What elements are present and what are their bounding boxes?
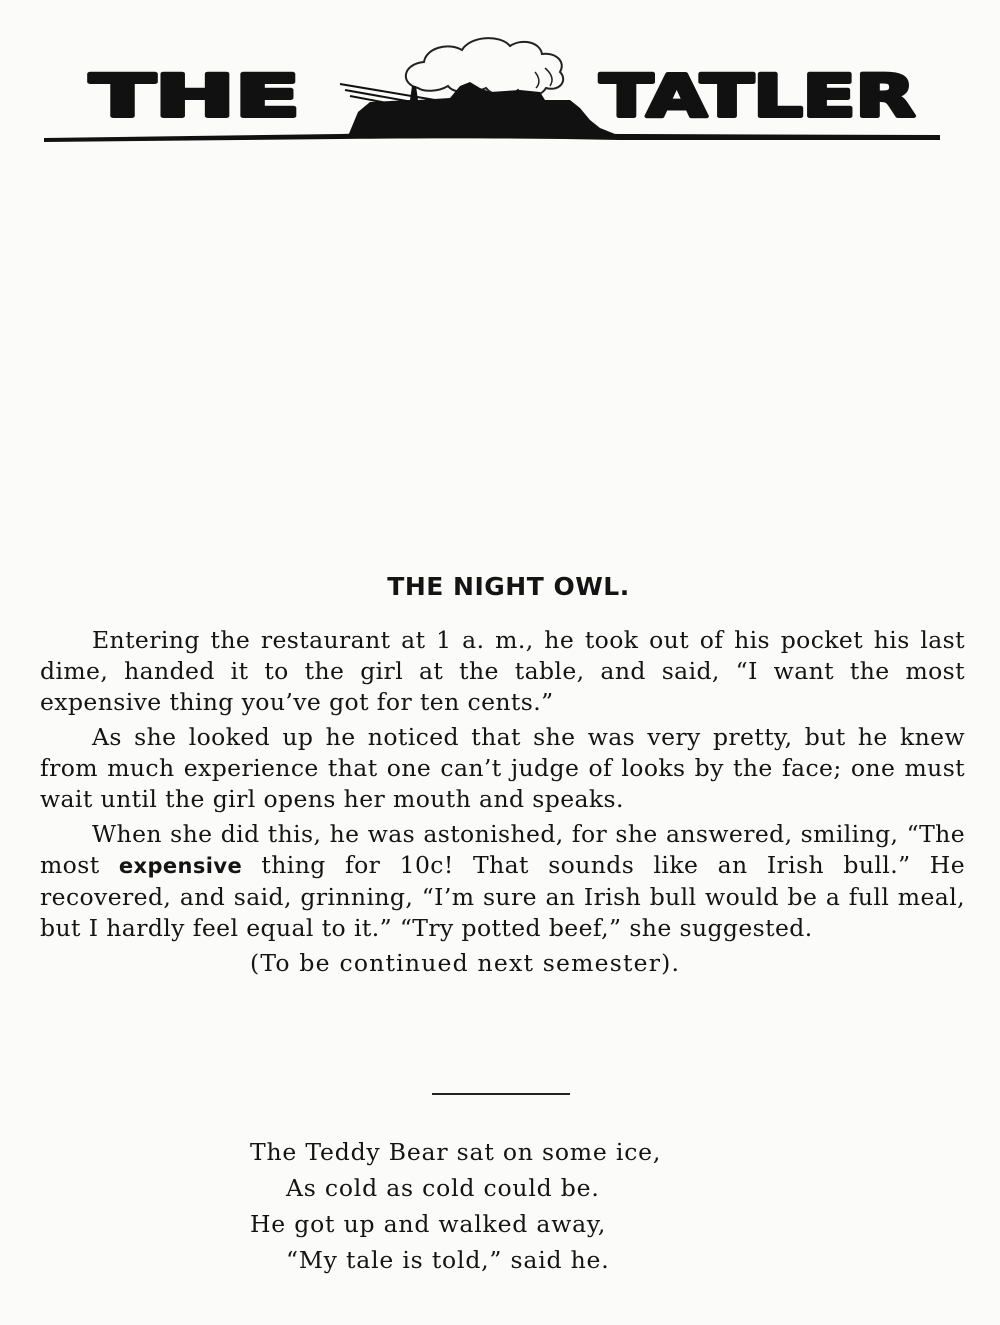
masthead-word-right: TATLER — [600, 62, 915, 130]
masthead-graphic — [40, 28, 945, 153]
ground-line — [44, 133, 940, 143]
poem-line: “My tale is told,” said he. — [286, 1246, 610, 1274]
paragraph-2: As she looked up he noticed that she was very pretty, but he knew from much experience that one can’t judge of looks by the face; one must wait until the girl opens her mouth and speaks. — [40, 723, 965, 813]
poem-line: The Teddy Bear sat on some ice, — [250, 1138, 662, 1166]
paragraph-3-end: thing for 10c! That sounds like an Irish bull.” He recovered, and said, grinning, “I’m sure an Irish bull would be a full meal, but I hardly feel equal to it.” “Try potted beef,” she suggested. — [40, 851, 966, 942]
poem-line: As cold as cold could be. — [286, 1174, 600, 1202]
continued-note: (To be continued next semester). — [250, 949, 681, 977]
paragraph-1: Entering the restaurant at 1 a. m., he took out of his pocket his last dime, handed it to the girl at the table, and said, “I want the most expensive thing you’ve got for ten cents.” — [40, 626, 965, 716]
poem — [250, 1134, 810, 1278]
article — [40, 572, 965, 979]
bold-word-expensive: expensive — [118, 854, 243, 878]
article-title: THE NIGHT OWL. — [387, 572, 630, 601]
steamship-icon — [348, 82, 620, 136]
section-divider — [432, 1093, 570, 1095]
masthead-word-left: THE — [90, 62, 300, 130]
smoke-cloud-icon — [406, 38, 563, 96]
masthead — [40, 28, 945, 153]
paragraph-3 — [40, 819, 965, 944]
paragraph-3-start: When she did this, he was astonished, for she answered, smiling, “The most — [40, 820, 965, 879]
poem-line: He got up and walked away, — [250, 1210, 607, 1238]
